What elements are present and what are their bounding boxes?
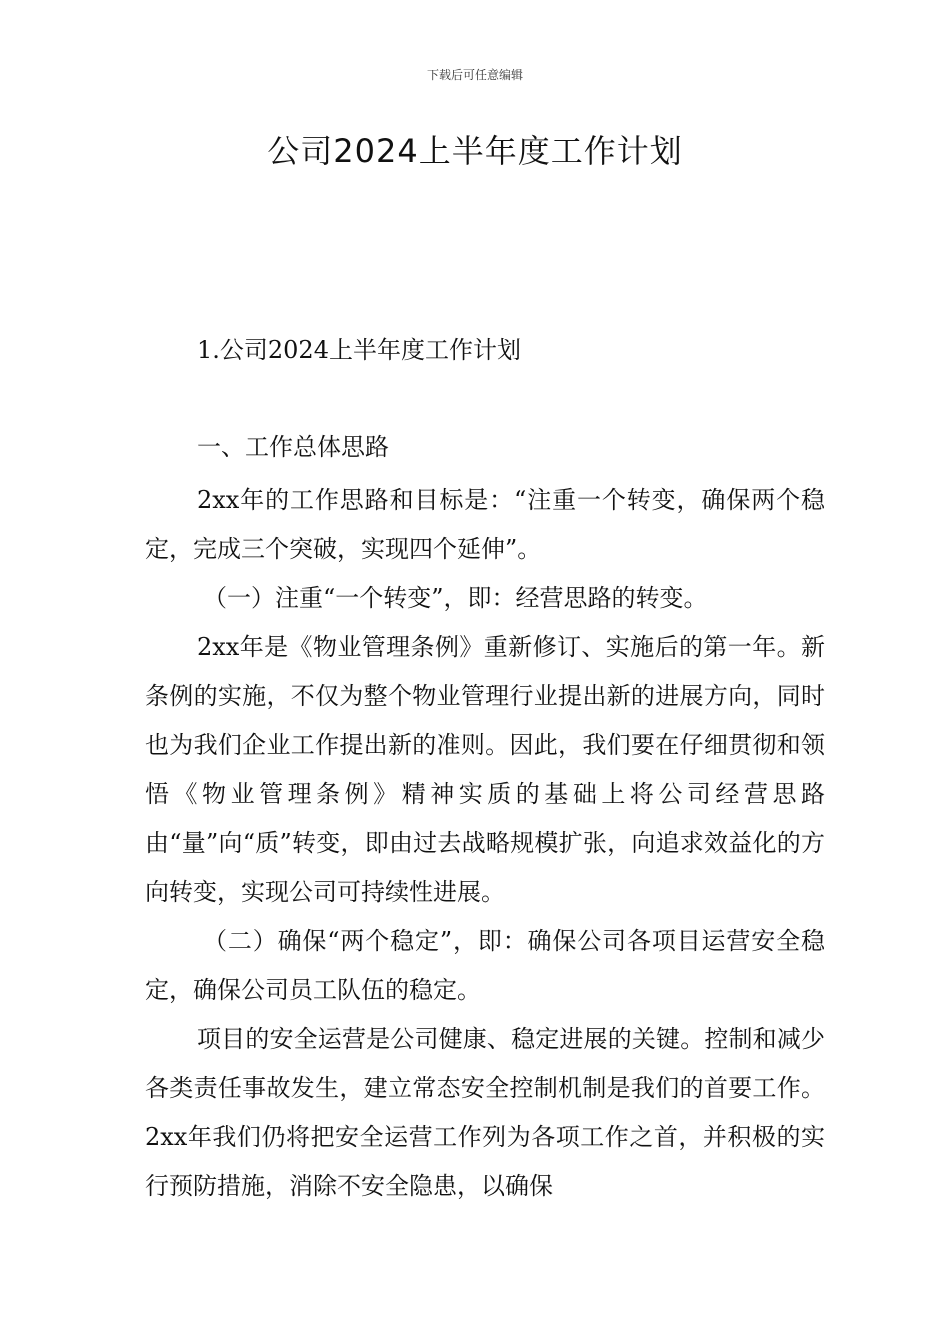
paragraph-safety: 项目的安全运营是公司健康、稳定进展的关键。控制和减少各类责任事故发生，建立常态安全控制机制是我们的首要工作。2xx年我们仍将把安全运营工作列为各项工作之首，并积极的实行预防措施，消除不安全隐患，以确保 <box>145 1025 825 1200</box>
document-title: 公司2024上半年度工作计划 <box>267 132 683 170</box>
paragraph-regulation: 2xx年是《物业管理条例》重新修订、实施后的第一年。新条例的实施，不仅为整个物业管理行业提出新的进展方向，同时也为我们企业工作提出新的准则。因此，我们要在仔细贯彻和领悟《物业管理条例》精神实质的基础上将公司经营思路由“量”向“质”转变，即由过去战略规模扩张，向追求效益化的方向转变，实现公司可持续性进展。 <box>145 633 825 906</box>
paragraph-subheading-1: （一）注重“一个转变”，即：经营思路的转变。 <box>203 584 708 612</box>
paragraph-subheading-2: （二）确保“两个稳定”，即：确保公司各项目运营安全稳定，确保公司员工队伍的稳定。 <box>145 927 825 1004</box>
header-note: 下载后可任意编辑 <box>426 68 523 82</box>
section-heading: 一、工作总体思路 <box>197 433 389 461</box>
paragraph-goals: 2xx年的工作思路和目标是：“注重一个转变，确保两个稳定，完成三个突破，实现四个延伸”。 <box>145 486 825 563</box>
toc-item: 1.公司2024上半年度工作计划 <box>197 336 521 364</box>
